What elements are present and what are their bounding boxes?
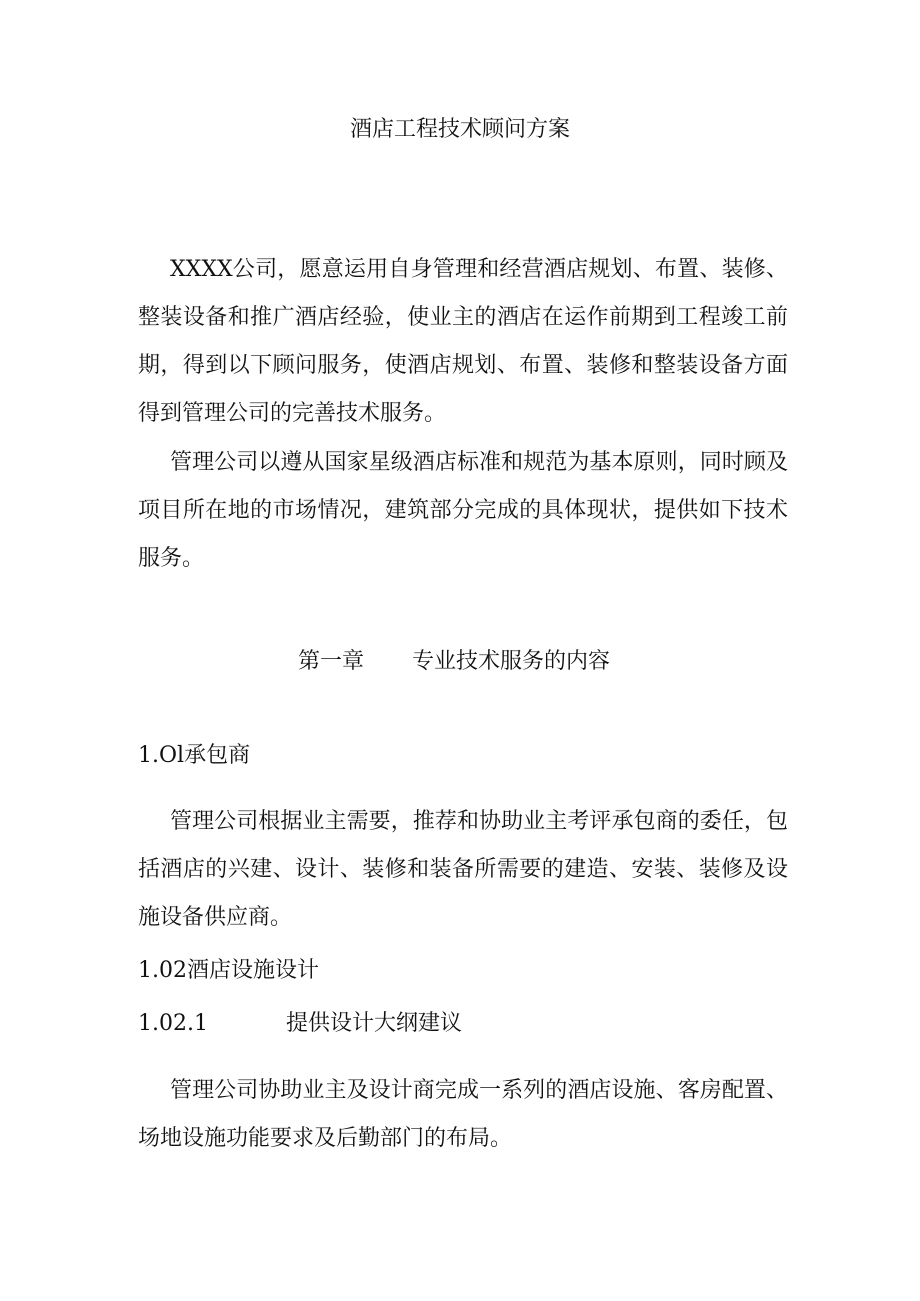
section-1-01-heading: 1.Ol承包商 (138, 743, 251, 768)
document-title: 酒店工程技术顾问方案 (349, 117, 570, 142)
chapter-heading (298, 644, 610, 675)
section-1-02-heading: 1.02酒店设施设计 (138, 958, 319, 983)
section-1-02-1-heading (138, 1008, 462, 1040)
section-1-01-paragraph: 管理公司根据业主需要，推荐和协助业主考评承包商的委任，包括酒店的兴建、设计、装修和装备所需要的建造、安装、装修及设施设备供应商。 (138, 809, 788, 930)
section-1-02-1-paragraph: 管理公司协助业主及设计商完成一系列的酒店设施、客房配置、场地设施功能要求及后勤部门的布局。 (138, 1078, 788, 1151)
chapter-title: 专业技术服务的内容 (412, 649, 611, 674)
intro-paragraph-1: XXXX公司，愿意运用自身管理和经营酒店规划、布置、装修、整装设备和推广酒店经验，使业主的酒店在运作前期到工程竣工前期，得到以下顾问服务，使酒店规划、布置、装修和整装设备方面得到管理公司的完善技术服务。 (138, 257, 788, 426)
chapter-number: 第一章 (298, 649, 365, 674)
section-1-02-1-title: 提供设计大纲建议 (286, 1011, 463, 1036)
section-1-02-1-number: 1.02.1 (138, 1011, 208, 1036)
intro-paragraph-2: 管理公司以遵从国家星级酒店标准和规范为基本原则，同时顾及项目所在地的市场情况，建筑部分完成的具体现状，提供如下技术服务。 (138, 450, 788, 571)
